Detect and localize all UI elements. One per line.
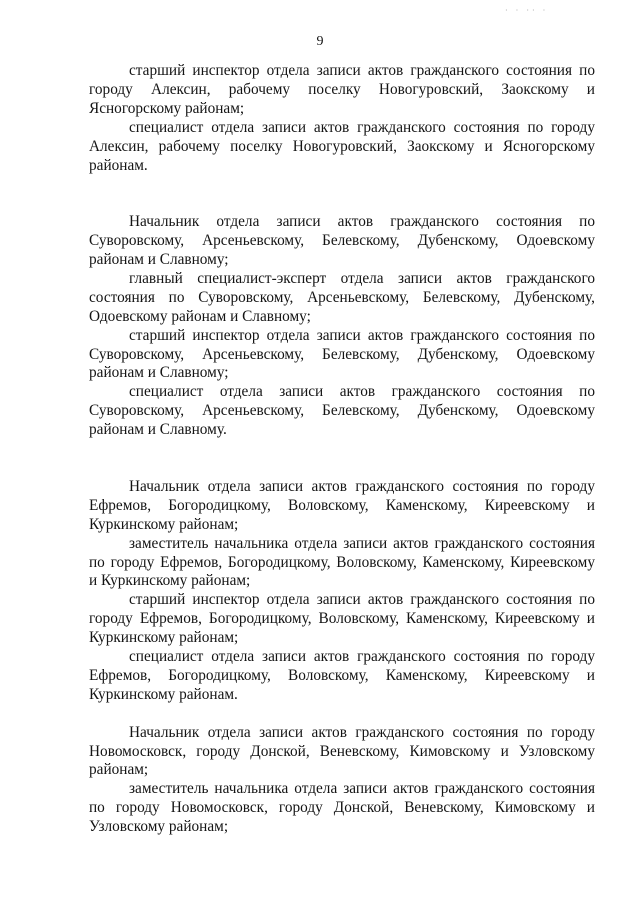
paragraph: специалист отдела записи актов гражданского состояния по Суворовскому, Арсеньевскому, Белевскому, Дубенскому, Одоевскому районам и Славному. bbox=[89, 383, 595, 439]
paragraph: старший инспектор отдела записи актов гражданского состояния по городу Алексин, рабочему поселку Новогуровский, Заокскому и Ясногорскому районам; bbox=[89, 62, 595, 117]
scan-marks: · · ·· · bbox=[505, 6, 549, 15]
paragraph: главный специалист-эксперт отдела записи актов гражданского состояния по Суворовскому, Арсеньевскому, Белевскому, Дубенскому, Одоевскому районам и Славному; bbox=[89, 269, 595, 325]
paragraph: Начальник отдела записи актов гражданского состояния по городу Ефремов, Богородицкому, Воловскому, Каменскому, Киреевскому и Куркинскому районам; bbox=[89, 477, 595, 533]
document-body bbox=[89, 62, 595, 837]
paragraph: специалист отдела записи актов гражданского состояния по городу Алексин, рабочему поселку Новогуровский, Заокскому и Ясногорскому районам. bbox=[89, 118, 595, 174]
section-gap bbox=[89, 194, 595, 213]
paragraph: старший инспектор отдела записи актов гражданского состояния по городу Ефремов, Богородицкому, Воловскому, Каменскому, Киреевскому и Куркинскому районам; bbox=[89, 591, 595, 647]
section-gap bbox=[89, 175, 595, 194]
paragraph: Начальник отдела записи актов гражданского состояния по городу Новомосковск, городу Донской, Веневскому, Кимовскому и Узловскому районам; bbox=[89, 723, 595, 779]
paragraph: заместитель начальника отдела записи актов гражданского состояния по городу Новомосковск, городу Донской, Веневскому, Кимовскому и Узловскому районам; bbox=[89, 780, 595, 836]
page-number: 9 bbox=[316, 34, 324, 49]
paragraph: Начальник отдела записи актов гражданского состояния по Суворовскому, Арсеньевскому, Белевскому, Дубенскому, Одоевскому районам и Славному; bbox=[89, 213, 595, 269]
section-gap bbox=[89, 705, 595, 724]
section-gap bbox=[89, 440, 595, 459]
paragraph: старший инспектор отдела записи актов гражданского состояния по Суворовскому, Арсеньевскому, Белевскому, Дубенскому, Одоевскому районам и Славному; bbox=[89, 326, 595, 382]
paragraph: заместитель начальника отдела записи актов гражданского состояния по городу Ефремов, Богородицкому, Воловскому, Каменскому, Киреевскому и Куркинскому районам; bbox=[89, 534, 595, 590]
section-gap bbox=[89, 459, 595, 478]
paragraph: специалист отдела записи актов гражданского состояния по городу Ефремов, Богородицкому, Воловскому, Каменскому, Киреевскому и Куркинскому районам. bbox=[89, 648, 595, 703]
